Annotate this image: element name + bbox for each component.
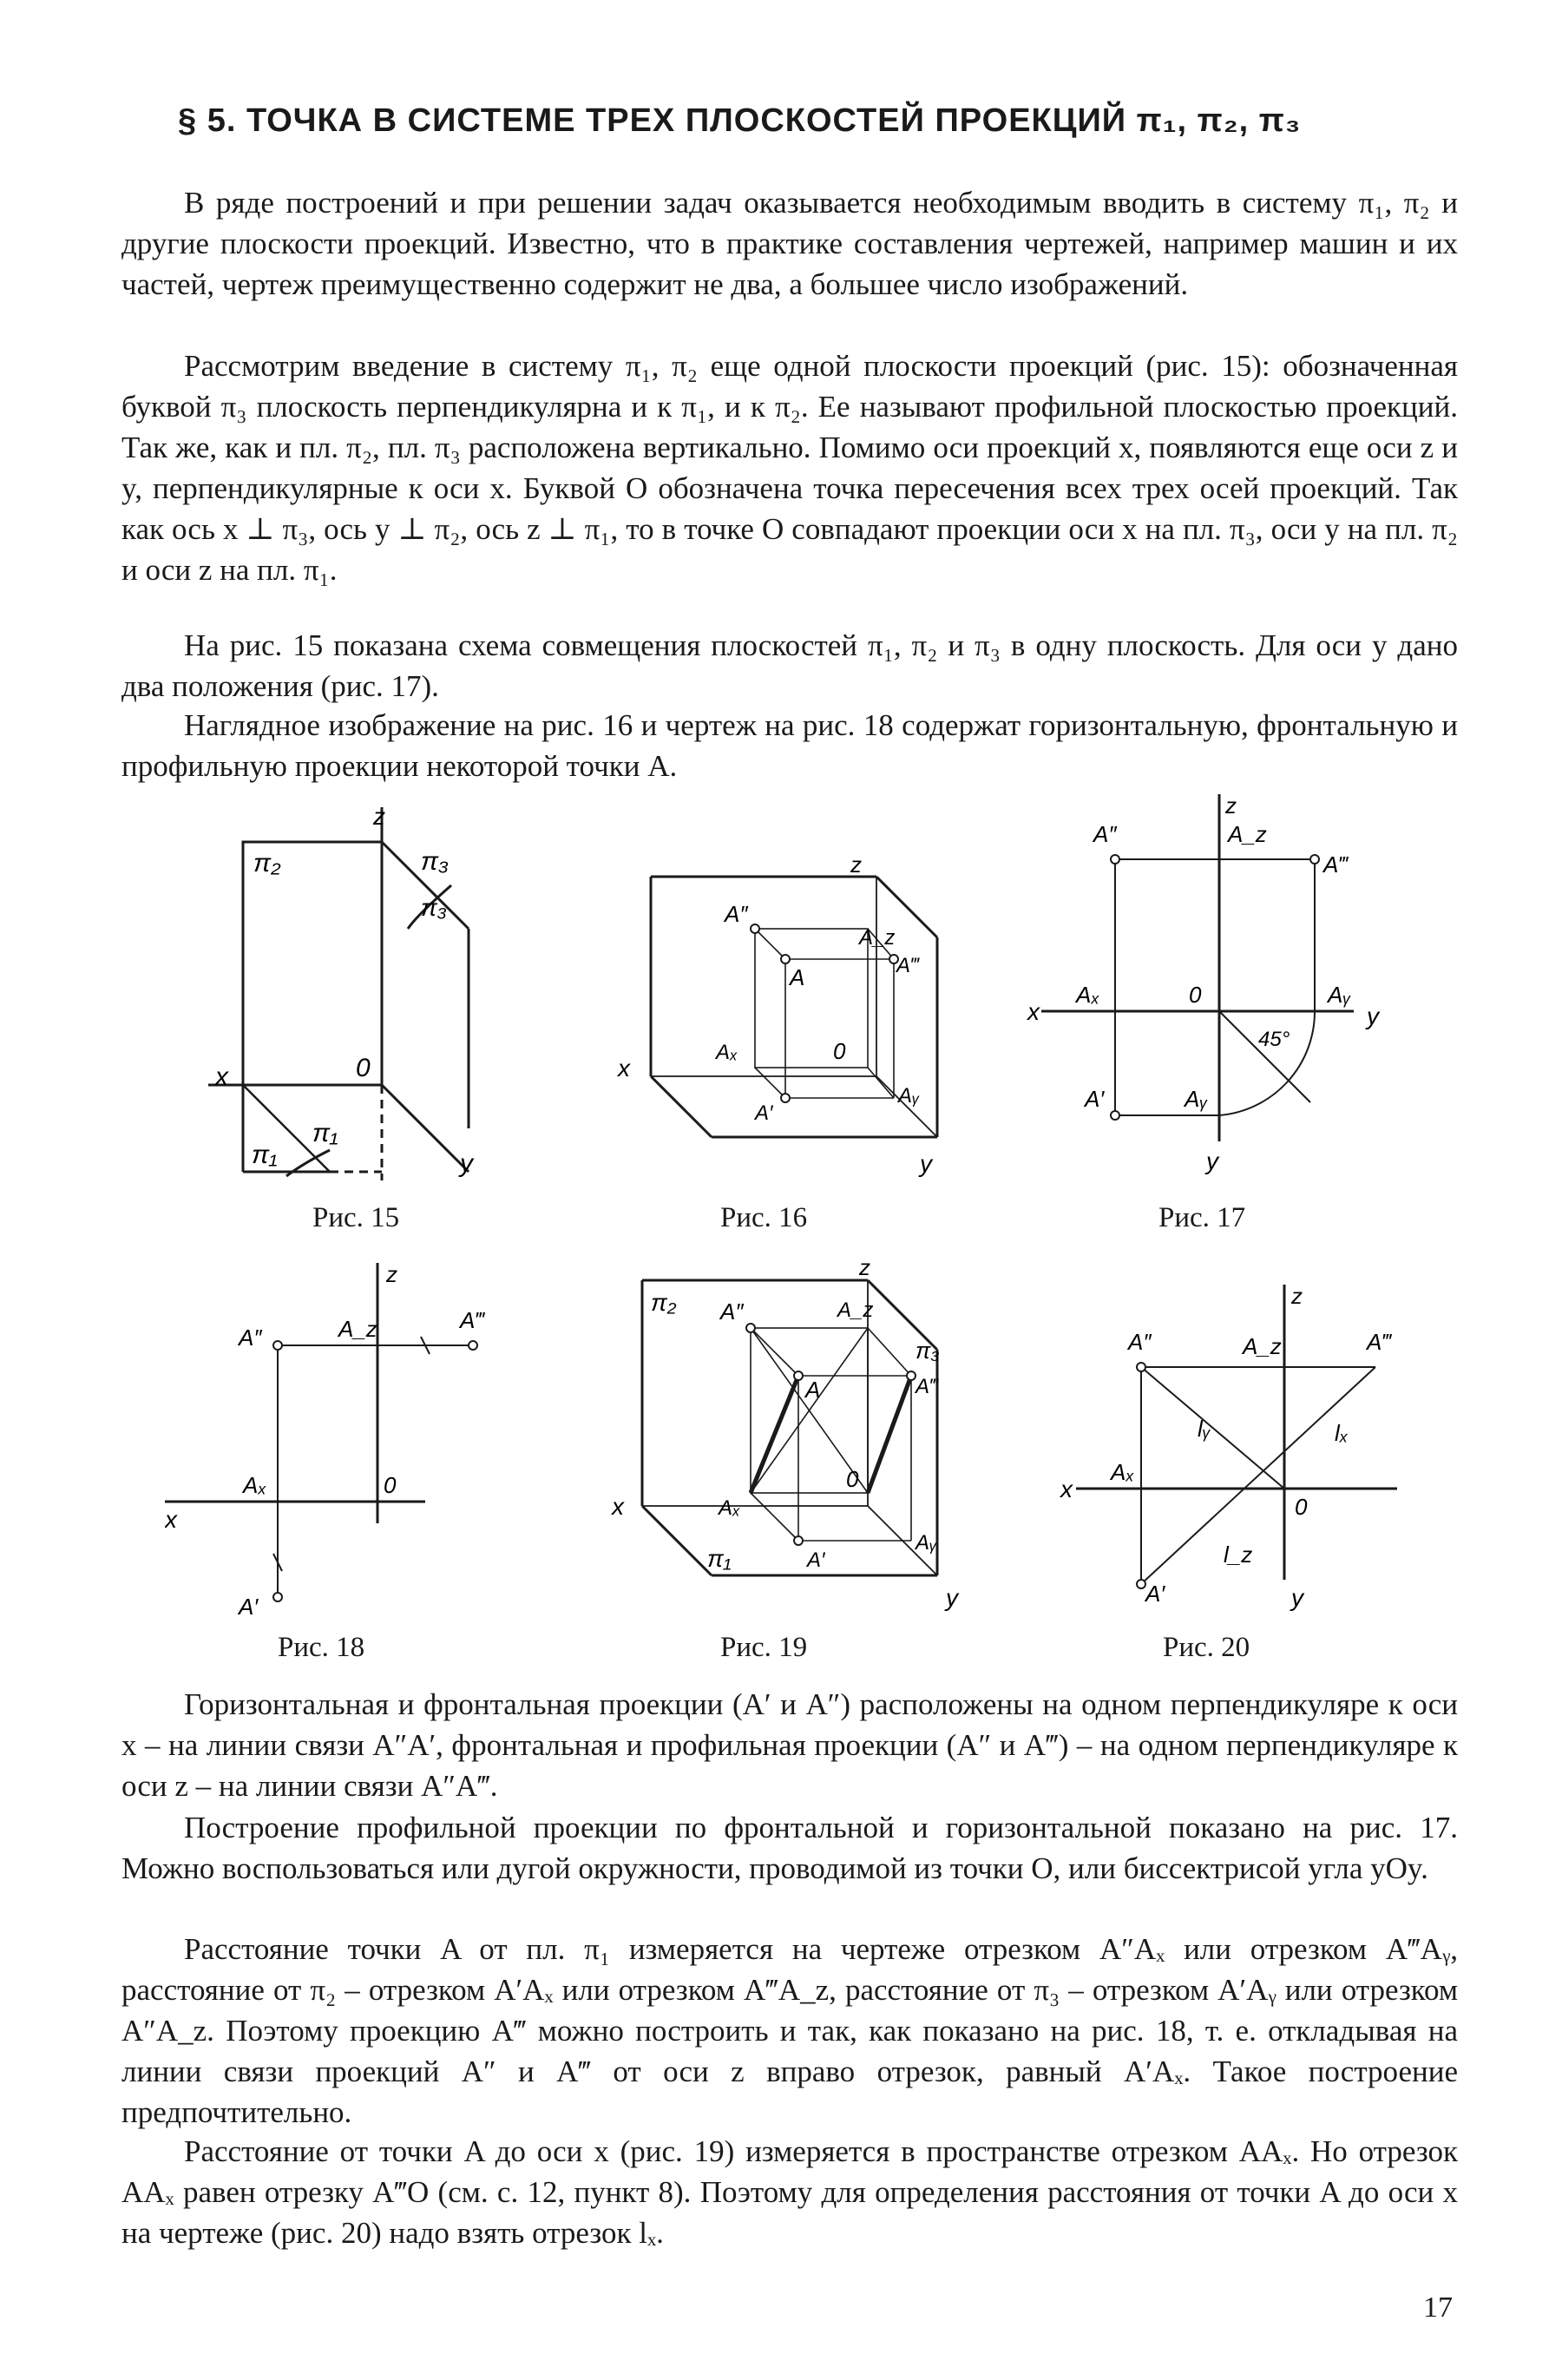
fig20-Az: A_z: [1243, 1333, 1282, 1359]
caption-fig16: Рис. 16: [720, 1202, 808, 1233]
figure-20: [1059, 1285, 1406, 1632]
fig20-x: x: [1060, 1476, 1073, 1502]
fig18-A3: A‴: [460, 1307, 483, 1333]
caption-fig15: Рис. 15: [312, 1202, 400, 1233]
fig19-A: A: [805, 1377, 821, 1403]
fig18-Az: A_z: [338, 1316, 377, 1342]
label-x: x: [215, 1062, 228, 1091]
fig17-A1: A′: [1085, 1086, 1105, 1112]
fig17-Ay2: Aᵧ: [1185, 1086, 1208, 1112]
figure-19: [607, 1263, 981, 1627]
label-y: y: [460, 1149, 473, 1178]
figure-17: [1024, 794, 1388, 1202]
fig19-Ax: Aₓ: [719, 1496, 741, 1520]
caption-fig20: Рис. 20: [1163, 1632, 1250, 1663]
fig16-Ay: Aᵧ: [898, 1084, 920, 1108]
section-heading: § 5. ТОЧКА В СИСТЕМЕ ТРЕХ ПЛОСКОСТЕЙ ПРОЕКЦИЙ π₁, π₂, π₃: [178, 102, 1302, 139]
fig17-x: x: [1027, 998, 1040, 1025]
label-pi2: π₂: [253, 849, 281, 878]
fig19-pi1: π₁: [707, 1545, 732, 1572]
paragraph-5: Горизонтальная и фронтальная проекции (A′ и A″) расположены на одном перпендикуляре к оси x – на линии связи A″A′, фронтальная и профильная проекции (A″ и A‴) – на одном перпендикуляре к оси z – на линии связи A″A‴.: [121, 1687, 1458, 1803]
fig17-y: y: [1367, 1003, 1379, 1029]
figure-18: [165, 1263, 538, 1627]
fig20-A2: A″: [1128, 1329, 1152, 1355]
fig20-y: y: [1291, 1584, 1303, 1611]
fig19-A1: A′: [807, 1548, 825, 1572]
fig16-A: A: [790, 964, 805, 990]
fig17-z: z: [1225, 794, 1237, 819]
label-pi3: π₃: [421, 847, 449, 876]
fig17-y2: y: [1206, 1147, 1218, 1174]
fig19-A2: A″: [720, 1298, 744, 1325]
fig19-Ay: Aᵧ: [916, 1531, 937, 1555]
fig20-lz: l_z: [1224, 1542, 1253, 1568]
fig19-pi3: π₃: [916, 1338, 940, 1364]
axis-y-line: [382, 1085, 469, 1172]
caption-fig18: Рис. 18: [278, 1632, 365, 1663]
fig18-o: 0: [384, 1472, 397, 1498]
label-z: z: [373, 807, 385, 830]
fig17-Az: A_z: [1228, 821, 1267, 847]
label-pi1-a: π₁: [312, 1119, 338, 1147]
fig16-A2: A″: [725, 901, 748, 927]
fig17-o: 0: [1189, 982, 1202, 1008]
fig19-o: 0: [846, 1466, 859, 1492]
figure-15: [200, 807, 538, 1198]
fig16-y: y: [920, 1150, 932, 1177]
paragraph-6: Построение профильной проекции по фронтальной и горизонтальной показано на рис. 17. Можно воспользоваться или дугой окружности, проводимой из точки O, или биссектрисой угла yOy.: [121, 1811, 1458, 1885]
fig17-Ax: Aₓ: [1076, 982, 1100, 1008]
fig18-x: x: [165, 1506, 177, 1533]
fig19-y: y: [946, 1584, 958, 1611]
paragraph-4: Наглядное изображение на рис. 16 и чертеж на рис. 18 содержат горизонтальную, фронтальную и профильную проекции некоторой точки A.: [121, 708, 1458, 783]
fig16-A3: A‴: [896, 954, 918, 977]
fig20-A3: A‴: [1367, 1329, 1390, 1355]
paragraph-3: На рис. 15 показана схема совмещения плоскостей π₁, π₂ и π₃ в одну плоскость. Для оси y дано два положения (рис. 17).: [121, 628, 1458, 703]
fig20-A1: A′: [1145, 1581, 1165, 1607]
fig19-z: z: [859, 1263, 870, 1280]
fig16-Ax: Aₓ: [716, 1041, 738, 1064]
fig19-pi2: π₂: [651, 1289, 677, 1316]
paragraph-1: В ряде построений и при решении задач оказывается необходимым вводить в систему π₁, π₂ и другие плоскости проекций. Известно, что в практике составления чертежей, например машин и их частей, чертеж преимущественно содержит не два, а большее число изображений.: [121, 186, 1458, 301]
page-number: 17: [1423, 2291, 1453, 2324]
fig16-Az: A_z: [859, 926, 896, 950]
fig17-angle: 45°: [1258, 1028, 1290, 1051]
fig17-A2: A″: [1093, 821, 1117, 847]
fig18-A2: A″: [239, 1325, 262, 1351]
plane-pi2-frame: [243, 842, 382, 1085]
label-pi3-b: π₃: [421, 894, 447, 921]
caption-fig17: Рис. 17: [1158, 1202, 1246, 1233]
fig20-z: z: [1291, 1285, 1303, 1309]
fig16-x: x: [618, 1055, 630, 1082]
fig20-ly: lᵧ: [1198, 1416, 1211, 1442]
figure-16: [607, 842, 972, 1189]
fig18-A1: A′: [239, 1594, 259, 1620]
fig19-A3: A‴: [916, 1375, 937, 1398]
fig20-o: 0: [1295, 1494, 1308, 1520]
fig16-o: 0: [833, 1038, 846, 1064]
fig19-Az: A_z: [837, 1298, 874, 1322]
fig16-z: z: [850, 851, 862, 878]
fig20-lx: lₓ: [1335, 1420, 1349, 1446]
caption-fig19: Рис. 19: [720, 1632, 808, 1663]
label-o: 0: [356, 1054, 371, 1082]
paragraph-7: Расстояние точки A от пл. π₁ измеряется на чертеже отрезком A″Aₓ или отрезком A‴Aᵧ, расстояние от π₂ – отрезком A′Aₓ или отрезком A‴A_z, расстояние от π₃ – отрезком A′Aᵧ или отрезком A″A_z. Поэтому проекцию A‴ можно построить и так, как показано на рис. 18, т. е. откладывая на линии связи проекций A″ и A‴ от оси z вправо отрезок, равный A′Aₓ. Такое построение предпочтительно.: [121, 1932, 1458, 2129]
fig18-Ax: Aₓ: [243, 1472, 267, 1498]
fig20-Ax: Aₓ: [1111, 1459, 1135, 1485]
paragraph-2: Рассмотрим введение в систему π₁, π₂ еще одной плоскости проекций (рис. 15): обозначенная буквой π₃ плоскость перпендикулярна и к π₁, и к π₂. Ее называют профильной плоскостью проекций. Так же, как и пл. π₂, пл. π₃ расположена вертикально. Помимо оси проекций x, появляются еще оси z и y, перпендикулярные к оси x. Буквой O обозначена точка пересечения всех трех осей проекций. Так как ось x ⊥ π₃, ось y ⊥ π₂, ось z ⊥ π₁, то в точке O совпадают проекции оси x на пл. π₃, оси y на пл. π₂ и оси z на пл. π₁.: [121, 349, 1458, 587]
fig16-A1: A′: [755, 1101, 773, 1125]
fig18-z: z: [386, 1263, 397, 1287]
label-pi1-b: π₁: [252, 1141, 278, 1169]
fig17-A3: A‴: [1323, 851, 1347, 878]
fig17-Ay: Aᵧ: [1328, 982, 1351, 1008]
paragraph-8: Расстояние от точки A до оси x (рис. 19) измеряется в пространстве отрезком AAₓ. Но отрезок AAₓ равен отрезку A‴O (см. с. 12, пункт 8). Поэтому для определения расстояния от точки A до оси x на чертеже (рис. 20) надо взять отрезок lₓ.: [121, 2134, 1458, 2250]
fig19-x: x: [612, 1493, 624, 1520]
